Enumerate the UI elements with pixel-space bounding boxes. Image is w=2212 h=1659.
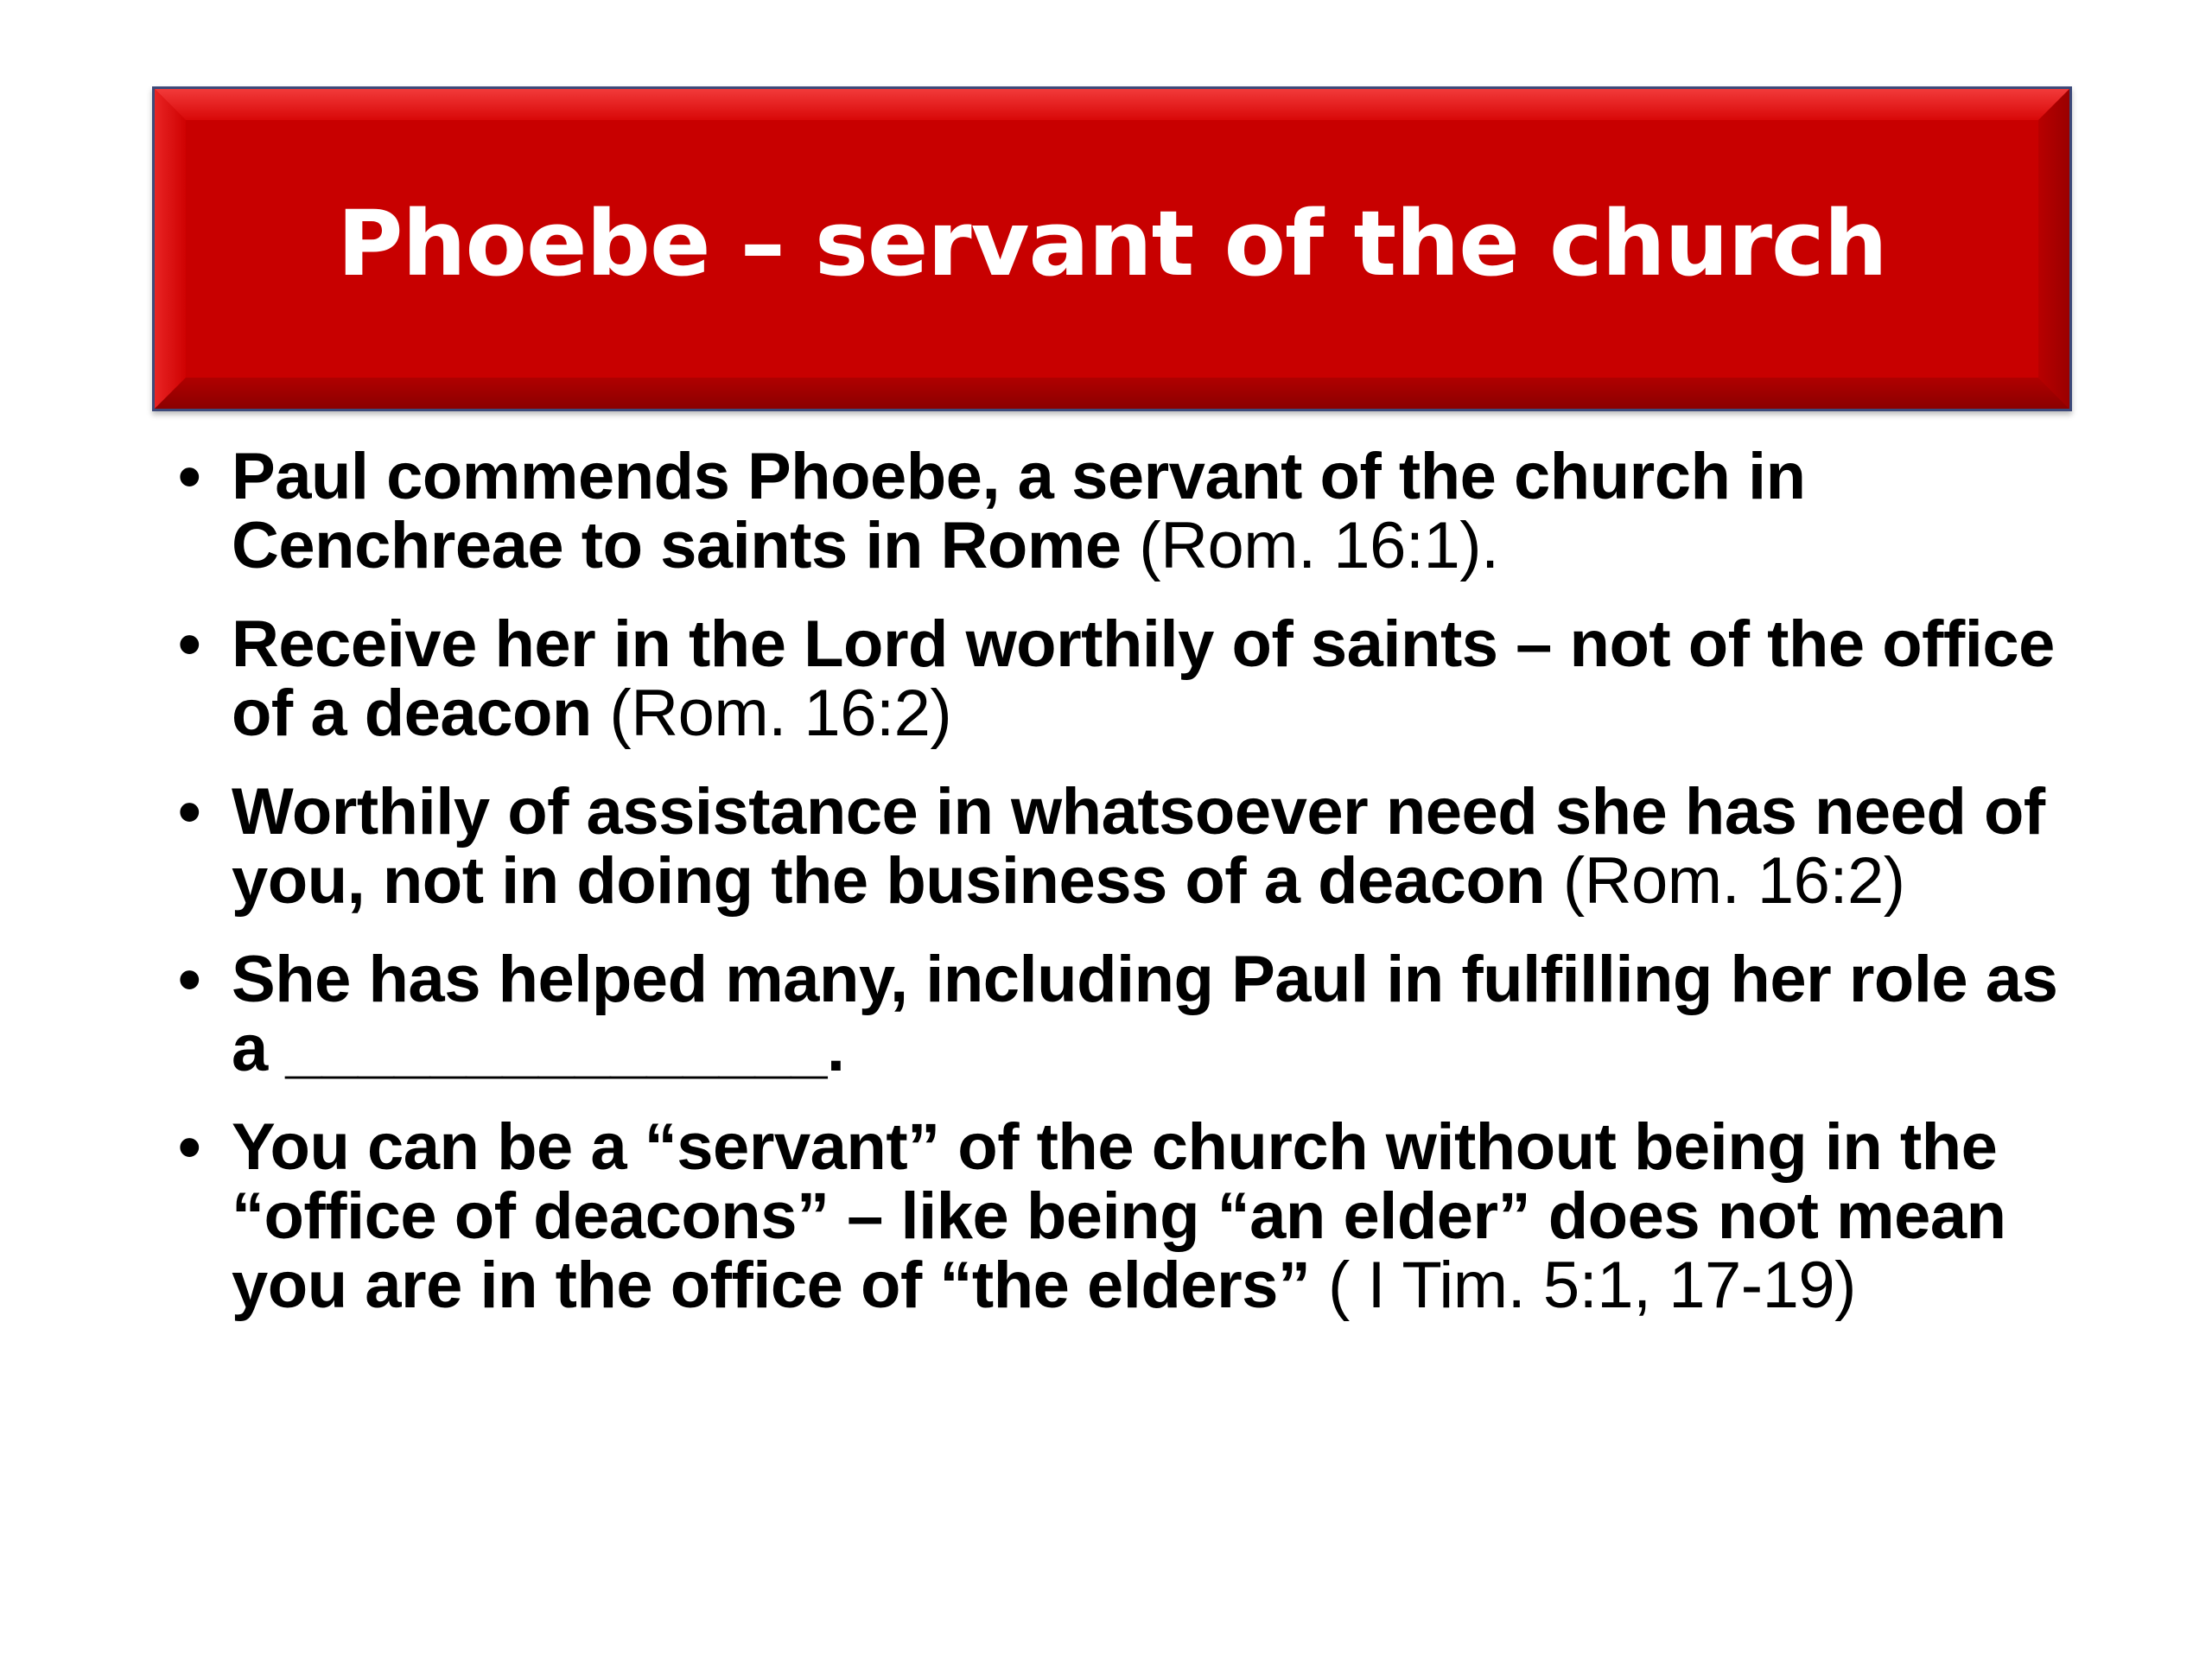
- bullet-item: [169, 775, 2070, 918]
- bullet-reference: (Rom. 16:1).: [1139, 509, 1499, 582]
- banner-face: [186, 120, 2038, 378]
- bullet-reference: (Rom. 16:2): [609, 677, 952, 750]
- bullet-text: You can be a “servant” of the church without being in the “office of deacons” – like being “an elder” does not mean you are in the office of “the elders”: [232, 1110, 2006, 1322]
- banner-bevel-bottom: [155, 378, 2069, 409]
- bullet-reference: ( I Tim. 5:1, 17-19): [1328, 1249, 1856, 1322]
- banner-bevel-left: [155, 89, 186, 409]
- title-banner: [152, 86, 2072, 411]
- bullet-reference: (Rom. 16:2): [1562, 844, 1905, 918]
- bullet-list: [169, 442, 2070, 1350]
- banner-bevel-right: [2038, 89, 2069, 409]
- bullet-item: [169, 1110, 2070, 1322]
- banner-bevel-top: [155, 89, 2069, 120]
- bullet-text: Receive her in the Lord worthily of saints – not of the office of a deacon: [232, 607, 2055, 750]
- bullet-marker: •: [178, 943, 201, 1016]
- bullet-item: [169, 945, 2070, 1084]
- bullet-marker: •: [178, 440, 201, 513]
- bullet-text: Paul commends Phoebe, a servant of the church in Cenchreae to saints in Rome: [232, 440, 1806, 582]
- slide-title: Phoebe – servant of the church: [337, 191, 1887, 296]
- bullet-text: Worthily of assistance in whatsoever need she has need of you, not in doing the business of a deacon: [232, 775, 2045, 918]
- bullet-marker: •: [178, 1110, 201, 1184]
- bullet-text: She has helped many, including Paul in fulfilling her role as a _______________.: [232, 943, 2058, 1085]
- bullet-marker: •: [178, 607, 201, 681]
- bullet-item: [169, 607, 2070, 750]
- bullet-item: [169, 442, 2070, 581]
- bullet-marker: •: [178, 775, 201, 849]
